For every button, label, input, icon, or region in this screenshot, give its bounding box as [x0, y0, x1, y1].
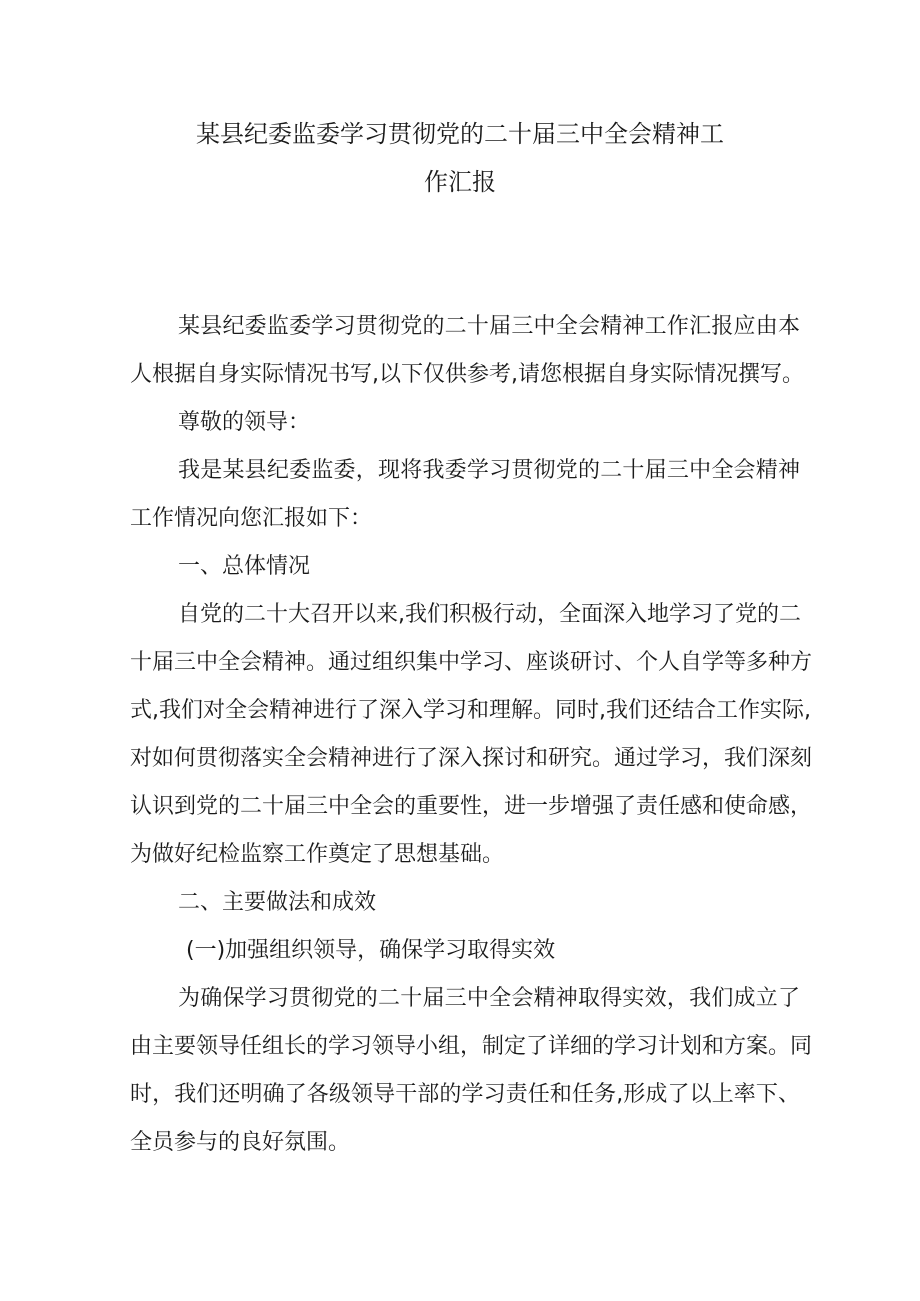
opening-line-2: 工作情况向您汇报如下：	[130, 506, 373, 531]
body1-line-1: 自党的二十大召开以来,我们积极行动，全面深入地学习了党的二	[178, 602, 801, 627]
intro-line-1: 某县纪委监委学习贯彻党的二十届三中全会精神工作汇报应由本	[178, 314, 800, 339]
title-line-2: 作汇报	[424, 168, 496, 196]
body2-line-4: 全员参与的良好氛围。	[130, 1130, 351, 1155]
document-title	[130, 108, 790, 204]
intro-line-2: 人根据自身实际情况书写,以下仅供参考,请您根据自身实际情况撰写。	[130, 362, 804, 387]
document-body	[130, 303, 813, 1167]
body1-line-3: 式,我们对全会精神进行了深入学习和理解。同时,我们还结合工作实际,	[130, 698, 811, 723]
body2-line-1: 为确保学习贯彻党的二十届三中全会精神取得实效，我们成立了	[178, 986, 800, 1011]
body1-line-6: 为做好纪检监察工作奠定了思想基础。	[130, 842, 505, 867]
title-line-1: 某县纪委监委学习贯彻党的二十届三中全会精神工	[196, 120, 724, 148]
body1-line-4: 对如何贯彻落实全会精神进行了深入探讨和研究。通过学习，我们深刻	[130, 746, 813, 771]
section-heading-1: 一、总体情况	[178, 554, 311, 579]
opening-line-1: 我是某县纪委监委，现将我委学习贯彻党的二十届三中全会精神	[178, 458, 800, 483]
subsection-heading-1: (一)加强组织领导，确保学习取得实效	[186, 938, 556, 963]
body2-line-2: 由主要领导任组长的学习领导小组，制定了详细的学习计划和方案。同	[130, 1034, 813, 1059]
body1-line-5: 认识到党的二十届三中全会的重要性，进一步增强了责任感和使命感，	[130, 794, 813, 819]
body1-line-2: 十届三中全会精神。通过组织集中学习、座谈研讨、个人自学等多种方	[130, 650, 813, 675]
salutation: 尊敬的领导：	[178, 410, 311, 435]
body2-line-3: 时，我们还明确了各级领导干部的学习责任和任务,形成了以上率下、	[130, 1082, 800, 1107]
section-heading-2: 二、主要做法和成效	[178, 890, 377, 915]
